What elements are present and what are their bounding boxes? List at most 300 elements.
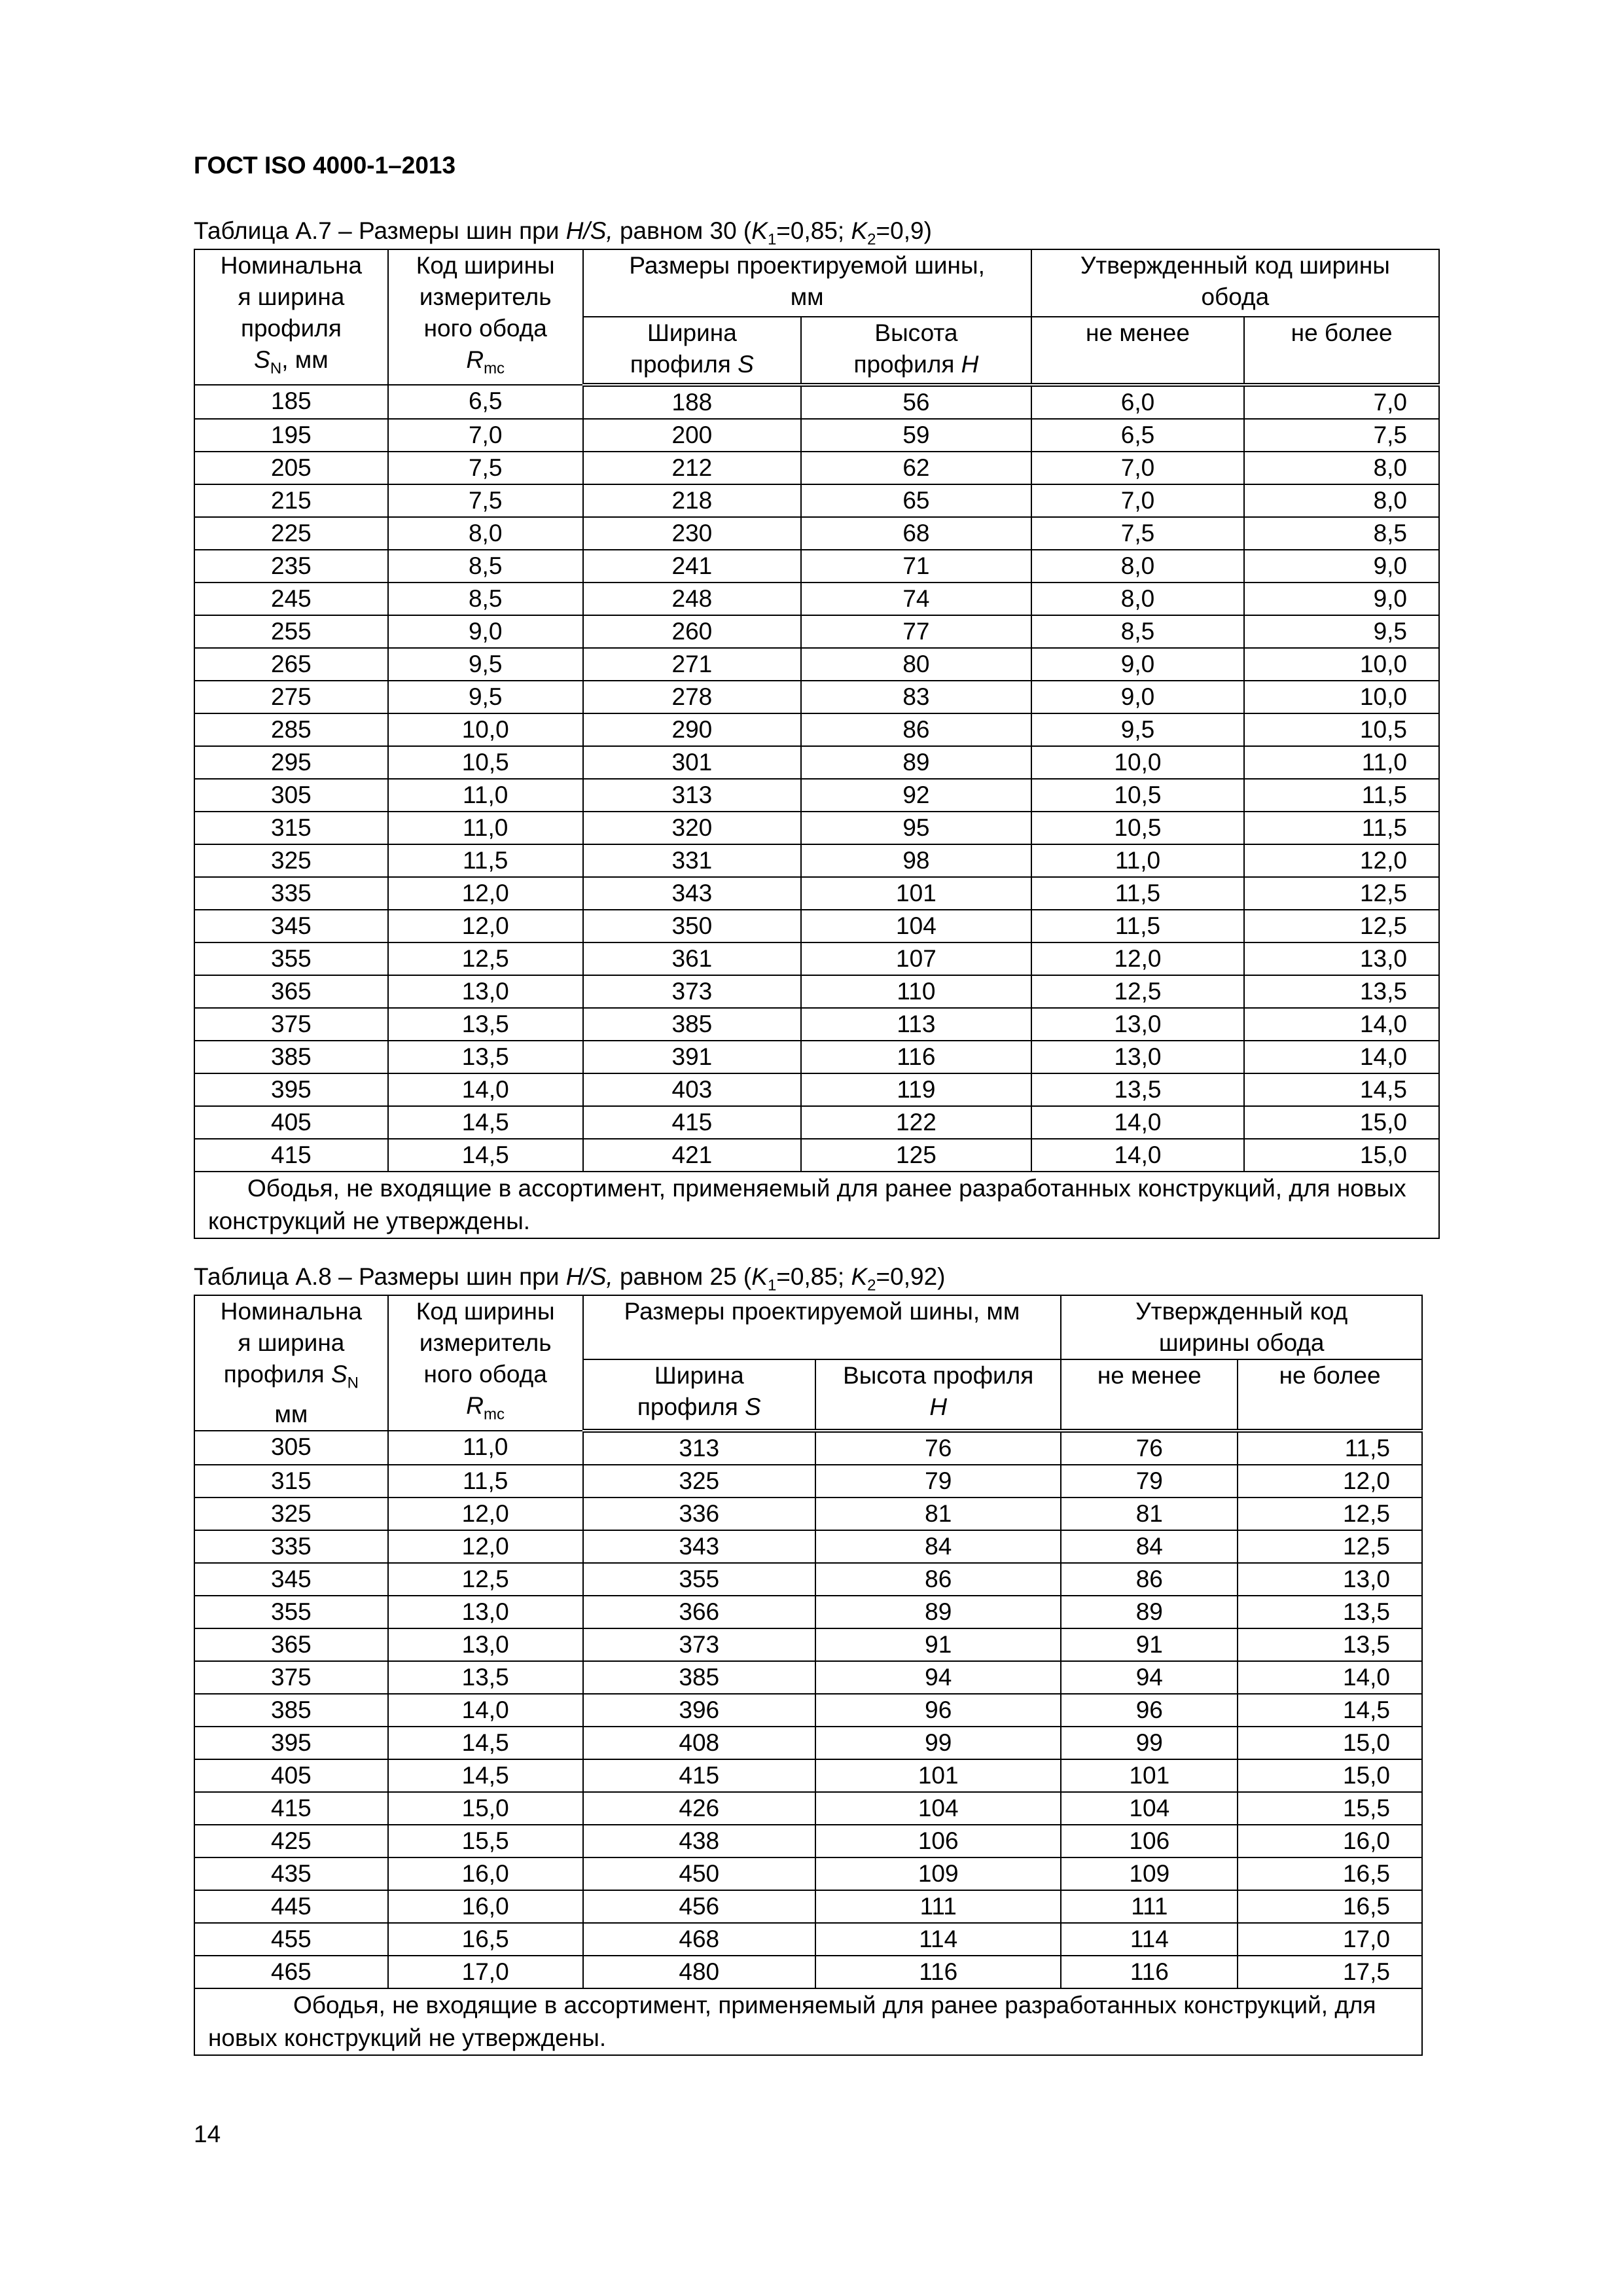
- cell-section-height: 79: [815, 1465, 1061, 1498]
- table-row: [194, 1073, 1439, 1106]
- cell-rim-code: 11,0: [388, 779, 583, 812]
- cell-nominal-width: 295: [194, 746, 388, 779]
- cell-section-width: 361: [583, 942, 802, 975]
- cell-section-width: 438: [583, 1825, 815, 1857]
- cell-rim-code: 7,0: [388, 419, 583, 452]
- cell-rim-code: 9,0: [388, 615, 583, 648]
- cell-section-height: 91: [815, 1628, 1061, 1661]
- cell-min: 76: [1061, 1431, 1238, 1465]
- cell-max: 16,0: [1238, 1825, 1422, 1857]
- cell-section-height: 116: [801, 1041, 1031, 1073]
- cell-max: 9,0: [1244, 583, 1439, 615]
- cell-section-width: 415: [583, 1106, 802, 1139]
- cell-max: 14,0: [1244, 1008, 1439, 1041]
- cell-nominal-width: 375: [194, 1661, 388, 1694]
- table-row: [194, 1596, 1422, 1628]
- cell-nominal-width: 325: [194, 844, 388, 877]
- cell-max: 16,5: [1238, 1890, 1422, 1923]
- cell-max: 14,0: [1238, 1661, 1422, 1694]
- table-row: [194, 419, 1439, 452]
- col-max: не более: [1244, 317, 1439, 386]
- cell-nominal-width: 365: [194, 975, 388, 1008]
- table-row: [194, 1890, 1422, 1923]
- cell-min: 104: [1061, 1792, 1238, 1825]
- cell-nominal-width: 345: [194, 910, 388, 942]
- cell-min: 116: [1061, 1956, 1238, 1988]
- cell-max: 8,5: [1244, 517, 1439, 550]
- cell-rim-code: 12,0: [388, 877, 583, 910]
- cell-max: 7,5: [1244, 419, 1439, 452]
- cell-rim-code: 8,5: [388, 550, 583, 583]
- cell-min: 10,5: [1031, 812, 1245, 844]
- cell-rim-code: 11,0: [388, 1431, 583, 1465]
- table-row: [194, 942, 1439, 975]
- cell-section-height: 86: [815, 1563, 1061, 1596]
- cell-rim-code: 14,5: [388, 1759, 583, 1792]
- cell-max: 10,0: [1244, 648, 1439, 681]
- cell-min: 13,5: [1031, 1073, 1245, 1106]
- cell-nominal-width: 355: [194, 1596, 388, 1628]
- cell-section-width: 450: [583, 1857, 815, 1890]
- cell-min: 99: [1061, 1727, 1238, 1759]
- cell-rim-code: 16,0: [388, 1857, 583, 1890]
- table-8-note: Ободья, не входящие в ассортимент, применяемый для ранее разработанных конструкций, для новых конструкций не утверждены.: [194, 1988, 1422, 2055]
- table-row: [194, 1661, 1422, 1694]
- table-row: [194, 812, 1439, 844]
- cell-min: 11,0: [1031, 844, 1245, 877]
- table-8-body: [194, 1431, 1422, 1988]
- table-7-caption: Таблица А.7 – Размеры шин при H/S, равном 30 ($K_1=0,85$; $K_2=0,9$): [194, 217, 932, 249]
- cell-rim-code: 8,5: [388, 583, 583, 615]
- cell-section-height: 56: [801, 385, 1031, 419]
- cell-section-height: 122: [801, 1106, 1031, 1139]
- cell-min: 14,0: [1031, 1106, 1245, 1139]
- cell-max: 15,0: [1238, 1727, 1422, 1759]
- table-row: [194, 452, 1439, 484]
- cell-section-width: 350: [583, 910, 802, 942]
- cell-nominal-width: 415: [194, 1139, 388, 1172]
- cell-section-height: 71: [801, 550, 1031, 583]
- cell-max: 12,5: [1238, 1530, 1422, 1563]
- cell-rim-code: 10,5: [388, 746, 583, 779]
- cell-rim-code: 8,0: [388, 517, 583, 550]
- table-row: [194, 1628, 1422, 1661]
- cell-section-width: 313: [583, 1431, 815, 1465]
- cell-nominal-width: 395: [194, 1073, 388, 1106]
- col-section-width: Ширина профиля S: [583, 317, 802, 386]
- table-row: [194, 1498, 1422, 1530]
- cell-max: 8,0: [1244, 484, 1439, 517]
- cell-section-width: 200: [583, 419, 802, 452]
- cell-min: 84: [1061, 1530, 1238, 1563]
- cell-section-width: 385: [583, 1008, 802, 1041]
- cell-nominal-width: 315: [194, 812, 388, 844]
- col-group-design-dimensions: Размеры проектируемой шины, мм: [583, 249, 1031, 317]
- cell-section-width: 313: [583, 779, 802, 812]
- cell-section-width: 230: [583, 517, 802, 550]
- table-row: [194, 975, 1439, 1008]
- cell-max: 13,5: [1244, 975, 1439, 1008]
- col-group-approved-rim: Утвержденный код ширины обода: [1031, 249, 1439, 317]
- cell-section-height: 110: [801, 975, 1031, 1008]
- cell-section-width: 366: [583, 1596, 815, 1628]
- cell-section-height: 59: [801, 419, 1031, 452]
- cell-rim-code: 6,5: [388, 385, 583, 419]
- cell-section-height: 111: [815, 1890, 1061, 1923]
- cell-max: 7,0: [1244, 385, 1439, 419]
- cell-nominal-width: 425: [194, 1825, 388, 1857]
- cell-max: 16,5: [1238, 1857, 1422, 1890]
- cell-rim-code: 17,0: [388, 1956, 583, 1988]
- cell-max: 11,5: [1238, 1431, 1422, 1465]
- cell-max: 12,5: [1244, 910, 1439, 942]
- cell-min: 12,5: [1031, 975, 1245, 1008]
- cell-max: 9,5: [1244, 615, 1439, 648]
- cell-section-height: 77: [801, 615, 1031, 648]
- table-7: [194, 249, 1440, 1239]
- cell-section-height: 62: [801, 452, 1031, 484]
- cell-nominal-width: 285: [194, 713, 388, 746]
- cell-min: 10,0: [1031, 746, 1245, 779]
- cell-max: 15,0: [1244, 1106, 1439, 1139]
- cell-min: 9,0: [1031, 648, 1245, 681]
- table-row: [194, 1008, 1439, 1041]
- cell-min: 12,0: [1031, 942, 1245, 975]
- cell-section-height: 119: [801, 1073, 1031, 1106]
- cell-rim-code: 14,0: [388, 1694, 583, 1727]
- cell-rim-code: 15,0: [388, 1792, 583, 1825]
- cell-nominal-width: 315: [194, 1465, 388, 1498]
- cell-max: 13,5: [1238, 1596, 1422, 1628]
- cell-nominal-width: 405: [194, 1759, 388, 1792]
- cell-rim-code: 11,5: [388, 844, 583, 877]
- cell-max: 11,5: [1244, 812, 1439, 844]
- cell-min: 94: [1061, 1661, 1238, 1694]
- table-row: [194, 910, 1439, 942]
- cell-max: 12,0: [1238, 1465, 1422, 1498]
- cell-min: 81: [1061, 1498, 1238, 1530]
- cell-section-width: 278: [583, 681, 802, 713]
- cell-section-height: 92: [801, 779, 1031, 812]
- cell-max: 12,0: [1244, 844, 1439, 877]
- cell-section-height: 95: [801, 812, 1031, 844]
- cell-rim-code: 14,5: [388, 1139, 583, 1172]
- document-header: ГОСТ ISO 4000-1–2013: [194, 152, 456, 179]
- cell-max: 15,0: [1244, 1139, 1439, 1172]
- cell-section-width: 260: [583, 615, 802, 648]
- cell-section-width: 480: [583, 1956, 815, 1988]
- cell-min: 6,5: [1031, 419, 1245, 452]
- table-row: [194, 1041, 1439, 1073]
- col-max: не более: [1238, 1359, 1422, 1431]
- cell-section-height: 68: [801, 517, 1031, 550]
- cell-section-height: 101: [801, 877, 1031, 910]
- cell-rim-code: 7,5: [388, 484, 583, 517]
- cell-rim-code: 12,5: [388, 942, 583, 975]
- cell-nominal-width: 465: [194, 1956, 388, 1988]
- cell-section-height: 104: [815, 1792, 1061, 1825]
- cell-section-height: 104: [801, 910, 1031, 942]
- cell-section-width: 373: [583, 975, 802, 1008]
- cell-section-height: 125: [801, 1139, 1031, 1172]
- cell-nominal-width: 275: [194, 681, 388, 713]
- cell-section-width: 456: [583, 1890, 815, 1923]
- table-7-header: [194, 249, 1439, 385]
- cell-max: 14,0: [1244, 1041, 1439, 1073]
- cell-max: 17,0: [1238, 1923, 1422, 1956]
- cell-section-width: 415: [583, 1759, 815, 1792]
- cell-min: 8,0: [1031, 583, 1245, 615]
- cell-rim-code: 11,5: [388, 1465, 583, 1498]
- cell-section-height: 113: [801, 1008, 1031, 1041]
- cell-section-width: 271: [583, 648, 802, 681]
- col-min: не менее: [1061, 1359, 1238, 1431]
- table-row: [194, 1759, 1422, 1792]
- cell-section-height: 81: [815, 1498, 1061, 1530]
- cell-rim-code: 13,5: [388, 1661, 583, 1694]
- page-number: 14: [194, 2121, 221, 2147]
- cell-nominal-width: 305: [194, 1431, 388, 1465]
- cell-rim-code: 7,5: [388, 452, 583, 484]
- cell-section-width: 403: [583, 1073, 802, 1106]
- cell-section-width: 290: [583, 713, 802, 746]
- cell-nominal-width: 335: [194, 1530, 388, 1563]
- cell-nominal-width: 435: [194, 1857, 388, 1890]
- cell-section-width: 421: [583, 1139, 802, 1172]
- cell-section-height: 83: [801, 681, 1031, 713]
- cell-nominal-width: 445: [194, 1890, 388, 1923]
- table-row: [194, 681, 1439, 713]
- col-group-design-dimensions: Размеры проектируемой шины, мм: [583, 1295, 1061, 1359]
- table-row: [194, 844, 1439, 877]
- cell-rim-code: 15,5: [388, 1825, 583, 1857]
- cell-rim-code: 13,0: [388, 1628, 583, 1661]
- cell-max: 12,5: [1238, 1498, 1422, 1530]
- cell-section-height: 116: [815, 1956, 1061, 1988]
- col-rim-code: Код ширины измеритель ного обода $R_{mc}$: [388, 249, 583, 385]
- cell-rim-code: 12,0: [388, 1530, 583, 1563]
- table-row: [194, 1792, 1422, 1825]
- cell-nominal-width: 385: [194, 1694, 388, 1727]
- cell-section-width: 468: [583, 1923, 815, 1956]
- cell-section-width: 212: [583, 452, 802, 484]
- col-group-approved-rim: Утвержденный код ширины обода: [1061, 1295, 1422, 1359]
- cell-section-width: 385: [583, 1661, 815, 1694]
- table-row: [194, 1825, 1422, 1857]
- cell-section-height: 106: [815, 1825, 1061, 1857]
- table-row: [194, 713, 1439, 746]
- cell-min: 6,0: [1031, 385, 1245, 419]
- table-row: [194, 1727, 1422, 1759]
- cell-min: 96: [1061, 1694, 1238, 1727]
- col-nominal-width: Номинальна я ширина профиля $S_N$ мм: [194, 1295, 388, 1431]
- cell-nominal-width: 385: [194, 1041, 388, 1073]
- cell-section-height: 109: [815, 1857, 1061, 1890]
- cell-section-width: 248: [583, 583, 802, 615]
- table-row: [194, 1465, 1422, 1498]
- cell-rim-code: 14,5: [388, 1106, 583, 1139]
- cell-section-height: 107: [801, 942, 1031, 975]
- cell-section-height: 101: [815, 1759, 1061, 1792]
- cell-section-width: 331: [583, 844, 802, 877]
- table-row: [194, 615, 1439, 648]
- cell-nominal-width: 325: [194, 1498, 388, 1530]
- cell-min: 9,5: [1031, 713, 1245, 746]
- cell-max: 12,5: [1244, 877, 1439, 910]
- table-row: [194, 1139, 1439, 1172]
- table-7-note: Ободья, не входящие в ассортимент, применяемый для ранее разработанных конструкций, для новых конструкций не утверждены.: [194, 1172, 1439, 1238]
- cell-min: 13,0: [1031, 1041, 1245, 1073]
- cell-nominal-width: 215: [194, 484, 388, 517]
- cell-section-height: 99: [815, 1727, 1061, 1759]
- cell-nominal-width: 345: [194, 1563, 388, 1596]
- cell-min: 114: [1061, 1923, 1238, 1956]
- cell-section-height: 114: [815, 1923, 1061, 1956]
- cell-section-height: 76: [815, 1431, 1061, 1465]
- cell-min: 106: [1061, 1825, 1238, 1857]
- table-row: [194, 1857, 1422, 1890]
- cell-rim-code: 14,0: [388, 1073, 583, 1106]
- cell-section-height: 84: [815, 1530, 1061, 1563]
- cell-min: 11,5: [1031, 910, 1245, 942]
- cell-max: 13,0: [1244, 942, 1439, 975]
- cell-rim-code: 16,5: [388, 1923, 583, 1956]
- cell-section-width: 218: [583, 484, 802, 517]
- cell-max: 13,0: [1238, 1563, 1422, 1596]
- cell-section-height: 89: [801, 746, 1031, 779]
- cell-section-height: 74: [801, 583, 1031, 615]
- cell-section-width: 343: [583, 1530, 815, 1563]
- cell-section-width: 343: [583, 877, 802, 910]
- col-min: не менее: [1031, 317, 1245, 386]
- cell-section-width: 355: [583, 1563, 815, 1596]
- col-nominal-width: Номинальна я ширина профиля $S_N$, мм: [194, 249, 388, 385]
- cell-max: 10,0: [1244, 681, 1439, 713]
- cell-nominal-width: 255: [194, 615, 388, 648]
- table-row: [194, 779, 1439, 812]
- table-row: [194, 583, 1439, 615]
- cell-min: 8,0: [1031, 550, 1245, 583]
- table-row: [194, 1106, 1439, 1139]
- cell-section-height: 80: [801, 648, 1031, 681]
- table-row: [194, 746, 1439, 779]
- table-7-body: [194, 385, 1439, 1172]
- cell-min: 89: [1061, 1596, 1238, 1628]
- table-row: [194, 1923, 1422, 1956]
- cell-nominal-width: 225: [194, 517, 388, 550]
- table-8-header: [194, 1295, 1422, 1431]
- cell-nominal-width: 185: [194, 385, 388, 419]
- cell-rim-code: 12,0: [388, 910, 583, 942]
- cell-section-height: 98: [801, 844, 1031, 877]
- cell-rim-code: 12,0: [388, 1498, 583, 1530]
- cell-nominal-width: 235: [194, 550, 388, 583]
- cell-rim-code: 10,0: [388, 713, 583, 746]
- cell-min: 11,5: [1031, 877, 1245, 910]
- cell-section-width: 396: [583, 1694, 815, 1727]
- col-section-height: Высота профиля H: [815, 1359, 1061, 1431]
- table-8-caption: Таблица А.8 – Размеры шин при H/S, равном 25 ($K_1=0,85$; $K_2=0,92$): [194, 1263, 946, 1295]
- table-row: [194, 1694, 1422, 1727]
- col-section-width: Ширина профиля S: [583, 1359, 815, 1431]
- table-row: [194, 517, 1439, 550]
- cell-nominal-width: 205: [194, 452, 388, 484]
- cell-rim-code: 14,5: [388, 1727, 583, 1759]
- cell-section-width: 426: [583, 1792, 815, 1825]
- cell-section-width: 325: [583, 1465, 815, 1498]
- cell-min: 8,5: [1031, 615, 1245, 648]
- cell-section-width: 373: [583, 1628, 815, 1661]
- cell-rim-code: 13,5: [388, 1041, 583, 1073]
- cell-section-width: 320: [583, 812, 802, 844]
- cell-nominal-width: 265: [194, 648, 388, 681]
- cell-nominal-width: 335: [194, 877, 388, 910]
- cell-max: 11,0: [1244, 746, 1439, 779]
- col-rim-code: Код ширины измеритель ного обода $R_{mc}$: [388, 1295, 583, 1431]
- table-row: [194, 550, 1439, 583]
- cell-nominal-width: 195: [194, 419, 388, 452]
- cell-rim-code: 16,0: [388, 1890, 583, 1923]
- table-row: [194, 1956, 1422, 1988]
- cell-nominal-width: 375: [194, 1008, 388, 1041]
- cell-min: 101: [1061, 1759, 1238, 1792]
- table-row: [194, 1431, 1422, 1465]
- cell-max: 10,5: [1244, 713, 1439, 746]
- cell-section-height: 94: [815, 1661, 1061, 1694]
- cell-max: 14,5: [1238, 1694, 1422, 1727]
- cell-nominal-width: 415: [194, 1792, 388, 1825]
- col-section-height: Высота профиля H: [801, 317, 1031, 386]
- cell-min: 79: [1061, 1465, 1238, 1498]
- cell-section-height: 65: [801, 484, 1031, 517]
- cell-max: 9,0: [1244, 550, 1439, 583]
- cell-nominal-width: 455: [194, 1923, 388, 1956]
- cell-nominal-width: 365: [194, 1628, 388, 1661]
- table-8: [194, 1295, 1423, 2056]
- cell-rim-code: 13,0: [388, 975, 583, 1008]
- cell-nominal-width: 355: [194, 942, 388, 975]
- cell-rim-code: 13,0: [388, 1596, 583, 1628]
- table-row: [194, 484, 1439, 517]
- cell-section-height: 86: [801, 713, 1031, 746]
- cell-rim-code: 9,5: [388, 648, 583, 681]
- cell-min: 86: [1061, 1563, 1238, 1596]
- cell-rim-code: 12,5: [388, 1563, 583, 1596]
- cell-max: 15,5: [1238, 1792, 1422, 1825]
- cell-section-height: 96: [815, 1694, 1061, 1727]
- cell-min: 91: [1061, 1628, 1238, 1661]
- cell-section-width: 408: [583, 1727, 815, 1759]
- cell-max: 11,5: [1244, 779, 1439, 812]
- cell-section-height: 89: [815, 1596, 1061, 1628]
- table-row: [194, 648, 1439, 681]
- cell-min: 109: [1061, 1857, 1238, 1890]
- cell-max: 8,0: [1244, 452, 1439, 484]
- cell-section-width: 391: [583, 1041, 802, 1073]
- cell-min: 14,0: [1031, 1139, 1245, 1172]
- cell-min: 7,5: [1031, 517, 1245, 550]
- cell-min: 7,0: [1031, 452, 1245, 484]
- cell-max: 13,5: [1238, 1628, 1422, 1661]
- cell-max: 17,5: [1238, 1956, 1422, 1988]
- cell-max: 15,0: [1238, 1759, 1422, 1792]
- table-row: [194, 1563, 1422, 1596]
- cell-min: 7,0: [1031, 484, 1245, 517]
- cell-min: 10,5: [1031, 779, 1245, 812]
- table-row: [194, 1530, 1422, 1563]
- cell-nominal-width: 305: [194, 779, 388, 812]
- cell-section-width: 188: [583, 385, 802, 419]
